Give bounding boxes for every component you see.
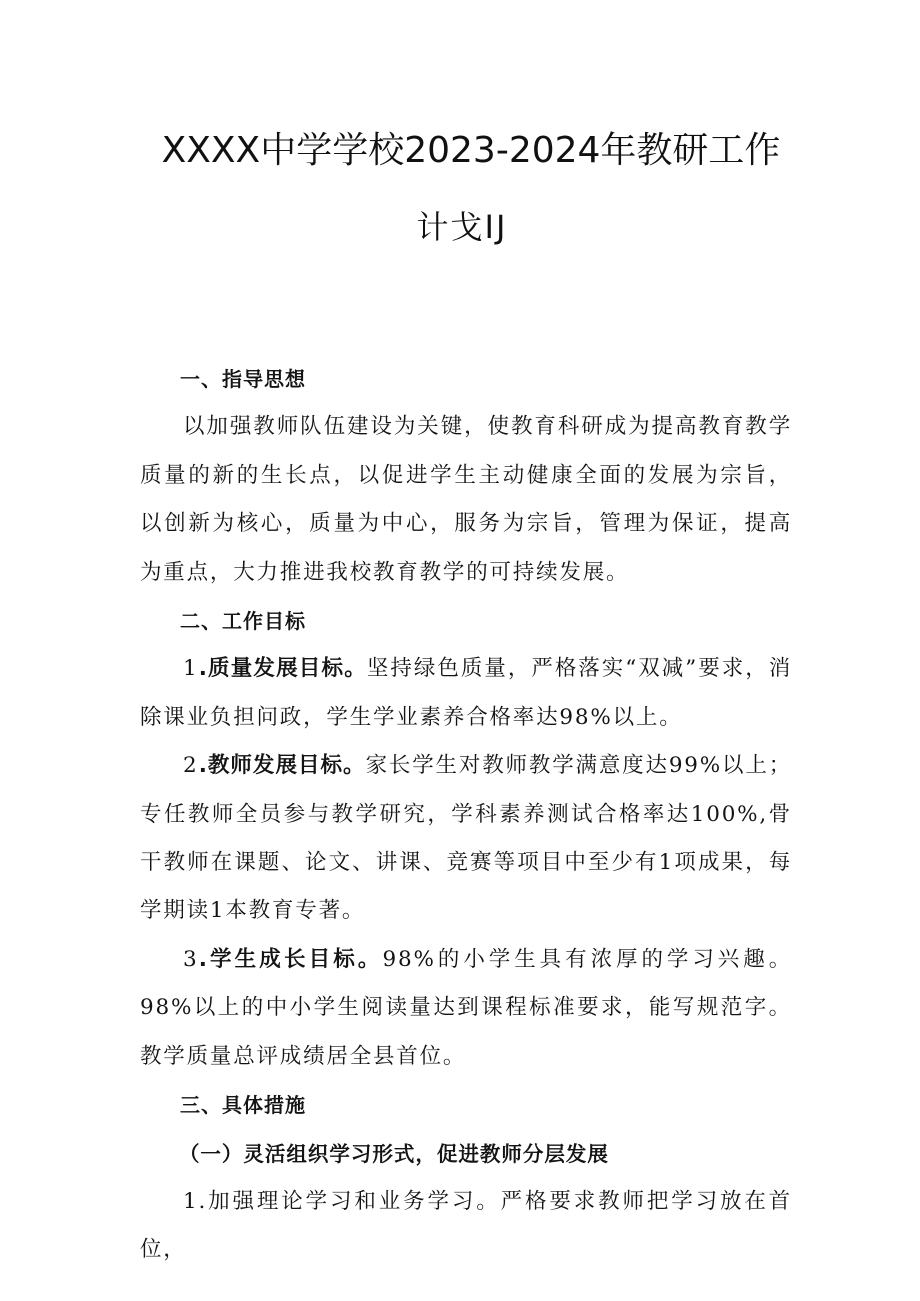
paragraph-guiding-thought: 以加强教师队伍建设为关键，使教育科研成为提高教育教学质量的新的生长点，以促进学生主动健康全面的发展为宗旨，以创新为核心，质量为中心，服务为宗旨，管理为保证，提高为重点，大力推进我校教育教学的可持续发展。 [140,414,792,585]
goal-number: 2 [183,753,199,779]
section-heading-measures: 三、具体措施 [180,1093,306,1118]
goal-number: 1 [183,656,199,682]
paragraph-goal-quality [140,645,792,742]
document-title-line-2: 计戈IJ [416,208,508,246]
goal-lead-student: .学生成长目标。 [198,946,383,972]
paragraph-goal-student [140,936,792,1081]
goal-text-quality: 坚持绿色质量，严格落实“双减”要求，消除课业负担问政，学生学业素养合格率达98%以上。 [140,656,793,730]
goal-number: 3 [183,946,199,972]
goal-text-teacher: 家长学生对教师教学满意度达99%以上；专任教师全员参与教学研究，学科素养测试合格率达100%,骨干教师在课题、论文、讲课、竞赛等项目中至少有1项成果，每学期读1本教育专著。 [140,753,792,924]
goal-text-student: 98%的小学生具有浓厚的学习兴趣。98%以上的中小学生阅读量达到课程标准要求，能写规范字。教学质量总评成绩居全县首位。 [140,946,793,1069]
goal-lead-teacher: .教师发展目标。 [198,753,366,779]
goal-lead-quality: .质量发展目标。 [198,656,367,682]
section-heading-work-goals: 二、工作目标 [180,609,306,634]
section-heading-guiding-thought: 一、指导思想 [180,367,306,391]
subsection-heading-learning-forms: （一）灵活组织学习形式，促进教师分层发展 [178,1141,609,1166]
document-title-line-1: XXXX中学学校2023-2024年教研工作 [161,130,781,171]
paragraph-measure-1: 1.加强理论学习和业务学习。严格要求教师把学习放在首位， [140,1188,792,1263]
document-body [140,355,792,1275]
paragraph-goal-teacher [140,742,792,936]
